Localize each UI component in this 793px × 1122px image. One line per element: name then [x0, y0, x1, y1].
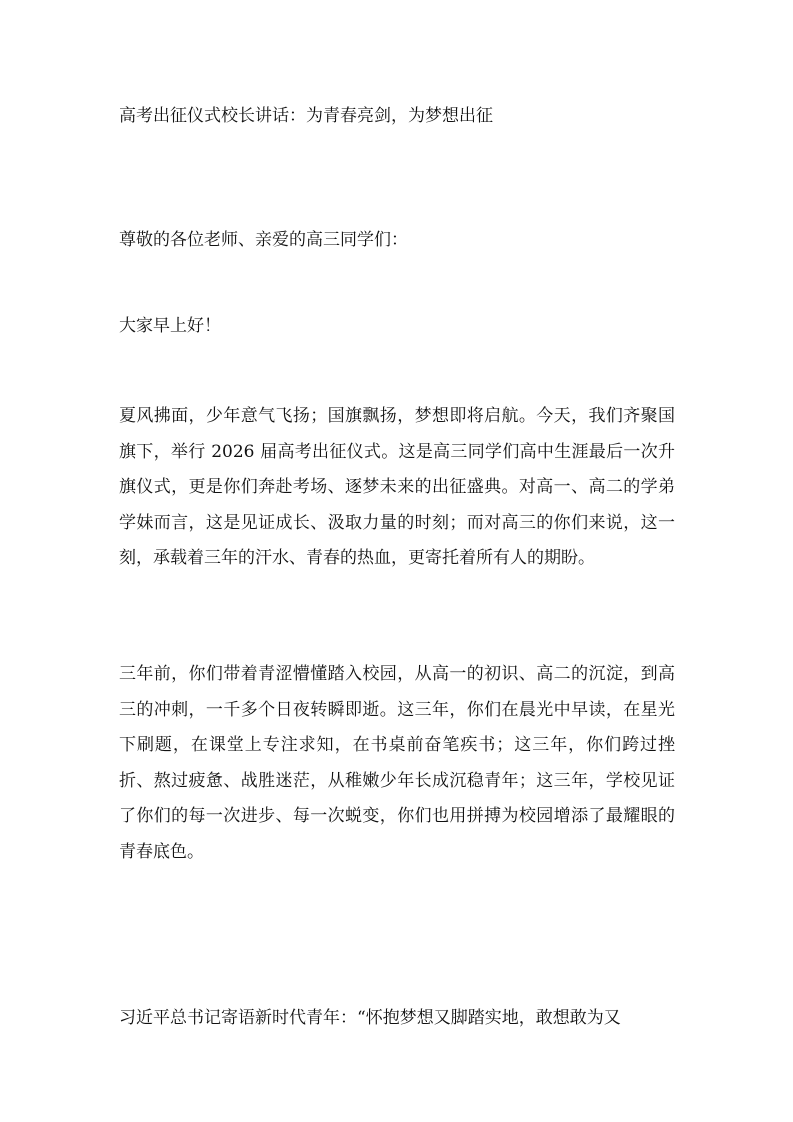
- document-title: 高考出征仪式校长讲话：为青春亮剑，为梦想出征: [119, 106, 493, 126]
- greeting: 大家早上好！: [119, 316, 221, 336]
- paragraph-1: 夏风拂面，少年意气飞扬；国旗飘扬，梦想即将启航。今天，我们齐聚国旗下，举行 2026 届高考出征仪式。这是高三同学们高中生涯最后一次升旗仪式，更是你们奔赴考场、逐梦未来的出征盛典。对高一、高二的学弟学妹而言，这是见证成长、汲取力量的时刻；而对高三的你们来说，这一刻，承载着三年的汗水、青春的热血，更寄托着所有人的期盼。: [119, 406, 675, 568]
- paragraph-2: 三年前，你们带着青涩懵懂踏入校园，从高一的初识、高二的沉淀，到高三的冲刺，一千多个日夜转瞬即逝。这三年，你们在晨光中早读，在星光下刷题，在课堂上专注求知，在书桌前奋笔疾书；这三年，你们跨过挫折、熬过疲惫、战胜迷茫，从稚嫩少年长成沉稳青年；这三年，学校见证了你们的每一次进步、每一次蜕变，你们也用拼搏为校园增添了最耀眼的青春底色。: [119, 664, 675, 862]
- paragraph-3: 习近平总书记寄语新时代青年：“怀抱梦想又脚踏实地，敢想敢为又: [119, 1008, 621, 1028]
- salutation: 尊敬的各位老师、亲爱的高三同学们：: [119, 230, 408, 250]
